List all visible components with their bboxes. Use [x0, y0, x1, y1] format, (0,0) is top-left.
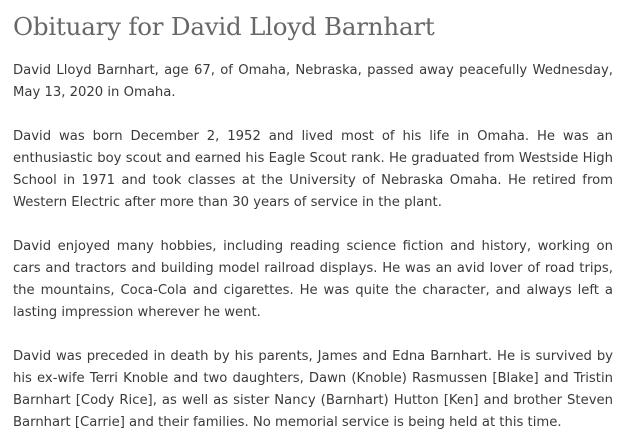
obituary-paragraph-intro: David Lloyd Barnhart, age 67, of Omaha, Nebraska, passed away peacefully Wednesday, May 13, 2020 in Omaha. — [13, 63, 613, 100]
page-title: Obituary for David Lloyd Barnhart — [13, 12, 435, 41]
obituary-content — [13, 0, 613, 434]
obituary-paragraph-hobbies: David enjoyed many hobbies, including reading science fiction and history, working on cars and tractors and building model railroad displays. He was an avid lover of road trips, the mountains, Coca-Cola and cigarettes. He was quite the character, and always left a lasting impression wherever he went. — [13, 239, 613, 320]
obituary-paragraph-biography: David was born December 2, 1952 and lived most of his life in Omaha. He was an enthusiastic boy scout and earned his Eagle Scout rank. He graduated from Westside High School in 1971 and took classes at the University of Nebraska Omaha. He retired from Western Electric after more than 30 years of service in the plant. — [13, 129, 613, 210]
obituary-paragraph-family: David was preceded in death by his parents, James and Edna Barnhart. He is survived by his ex-wife Terri Knoble and two daughters, Dawn (Knoble) Rasmussen [Blake] and Tristin Barnhart [Cody Rice], as well as sister Nancy (Barnhart) Hutton [Ken] and brother Steven Barnhart [Carrie] and their families. No memorial service is being held at this time. — [13, 349, 613, 430]
